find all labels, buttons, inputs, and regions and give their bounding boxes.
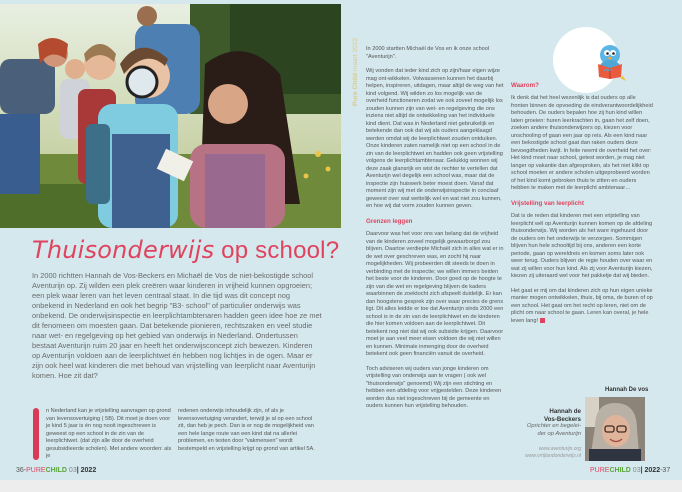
author-credit [508,408,581,459]
square-endmark-icon [540,318,545,323]
paragraph: In 2000 startten Michaël de Vos en ik onze school "Aventurijn". [366,46,490,60]
title-handwritten-part: Thuisonderwijs [32,236,215,264]
author-role-line2: der op Aventurijn [537,430,581,437]
issue-number: 03 [632,467,641,474]
body-column-right [511,95,653,332]
issue-year: 2022 [644,467,661,474]
vertical-label-date: maart 2022 [352,37,359,72]
author-name-line1: Hannah de [549,408,581,415]
paragraph-text: Het gaat er mij om dat kinderen zich op hun eigen unieke manier mogen ontwikkelen, thuis, bij oma, de buren of op een school. Het gaat om het recht op leren, niet om de plicht om naar school te gaan. Leren kan overal, je hele leven lang! [511,287,653,324]
separator: | [640,467,643,474]
brand-child: CHILD [45,467,67,474]
brand-pure: PURE [26,467,46,474]
issue-year: 2022 [80,467,97,474]
title-plain-part: op school? [214,237,340,264]
page-number: -37 [660,467,671,474]
vertical-label-brand: Pure Child [352,73,359,106]
bird-reading-book-icon [590,42,632,84]
left-page [0,0,341,480]
author-name-line2: Vos-Beckers [543,415,581,423]
paragraph: Wij vonden dat ieder kind zich op zijn/haar eigen wijze mag ont-wikkelen. Volwassenen kunnen het daarbij helpen, inspireren, uitdagen, maar altijd de weg van het kind volgend. Wij wilden zo los mogelijk van de overheid functioneren zodat we ook zoveel mogelijk los zouden kunnen zijn van wet- en regelgeving die ons inziens niet altijd de ontwikkeling van het individuele kind dient. Dat was in Nederland niet gebruikelijk en betekende dan ook dat wij als ouders aangeklaagd werden omdat wij de leerplichtwet zouden ontduiken. Onze kinderen zaten namelijk niet op een school in de zin van de leerplichtwet en hadden ook geen vrijstelling volgens de leerplichtambtenaar. Gelukkig wonnen wij deze zaak glansrijk en wist de rechter te vertellen dat Aventurijn wel degelijk een school was, maar dat de inspectie zijn huiswerk beter moest doen. Vanaf dat moment zijn wij met de onderwijsinspectie in conclaaf geweest over wat wettelijk wel en wat niet zou kunnen, en hoe wij dat vorm zouden kunnen geven. [366,68,504,209]
separator: | [76,467,79,474]
subheading-waarom: Waarom? [511,82,539,89]
folio-left [16,467,96,474]
paragraph: Ik denk dat het heel wezenlijk is dat ouders op alle fronten binnen de opvoeding de eindverantwoordelijkheid behouden. De ouders bepalen hoe zij hun kind willen laten groeien: huren leerkrachten in, gaan het zelf doen, zoeken andere thuisonderwijzers op, kiezen voor unschooling of gaan een jaar op reis. Als een kind naar een bekostigde school gaat dan raken ouders deze bevoegdheden kwijt. In feite neemt de overheid het over: Het kind moet naar school, getest worden, je mag niet langer op vakantie dan afgesproken, als het niet klikt op school moeten er andere scholen uitgeprobeerd worden of het kind komt gebroken thuis te zitten en ouders hebben te maken met de leerplicht ambtenaar… [511,95,653,191]
author-role-line1: Oprichter en begelei- [526,423,581,429]
subheading-grenzen-leggen: Grenzen leggen [366,217,413,225]
folio-right [590,467,670,474]
page-bottom-margin [0,480,682,492]
paragraph: Toch adviseren wij ouders van jonge kinderen om vrijstelling van onderwijs aan te vragen ( ook wel "thuisonderwijs" genoemd) Wij zijn een stichting en hebben een afdeling voor vrijgestelden. Deze kinderen worden dus niet ingeschreven bij de gemeente en ouders kunnen hun vrijstelling behouden. [366,365,502,409]
body-column-left-2: redenen onderwijs inhoudelijk zijn, of als je levensovertuiging verandert, terwijl je al op een school zit, dan heb je pech. Dan is er nog de mogelijkheid van een hele lange route van een kind dat na allerlei problemen, en testen door "vakmensen" wordt bestempeld en vrijstelling krijgt op grond van artikel 5A. [178,408,315,452]
paragraph: Daarvoor was het voor ons van belang dat de vrijheid van de kinderen zoveel mogelijk gewaarborgd zou blijven. Daartoe verdiepte Michaël zich in alles wat er in de wet over geschreven was, en zocht hij naar mogelijkheden. Wij probeerden dit steeds te doen in verbinding met de inspectie; we willen immers beiden het beste voor de kinderen. Door goed op de hoogte te zijn van die wet en regelgeving blijven de kaders waarbinnen de zoektocht zich afspeelt duidelijk. Er kan dan hoogstens gesprek zijn over waar precies de grens ligt. Dit alles leidde er toe dat Aventurijn sinds 2000 een school is in de zin van de leerplichtwet en de kinderen die hier komen voldoen aan de leerplichtwet. Dit betekent nog niet dat wij ook subsidie krijgen. Daarvoor moet je aan veel meer eisen voldoen die wij niet willen en kunnen. Minimale inmenging door de overheid betekent ook geen financiën vanuit de overheid. [366,231,504,357]
paragraph: Dat is de reden dat kinderen met een vrijstelling van leerplicht wél op Aventurijn kunnen komen op de afdeling thuisonderwijs. Wij worden als het ware ingehuurd door de ouders om het onderwijs te verzorgen. Sommigen blijven hun hele schooltijd bij ons, anderen een korte periode, gaan op wereldreis en komen soms later ook weer terug. Ouders blijven de regie houden over waar en wat zij willen voor hun kind. Als zij voor Aventurijn kiezen, kiezen zij uiteraard wel voor het pakketje dat wij bieden. [511,213,653,279]
closing-paragraph [511,288,653,326]
subheading-vrijstelling: Vrijstelling van leerplicht [511,199,584,207]
issue-number: 03 [68,467,77,474]
website-link-aventurijn[interactable]: www.aventurijn.org [538,446,581,452]
article-title [32,236,339,265]
hero-photo-children-magnifying-glass [0,4,341,228]
page-number: 36- [16,467,27,474]
brand-pure: PURE [590,467,610,474]
drop-cap-i [33,408,39,460]
brand-child: CHILD [609,467,631,474]
body-column-left-1: n Nederland kan je vrijstelling aanvragen op grond van levensovertuiging ( 5B). Dit moet je doen voor je kind 5 jaar is én nog nooit ingeschreven is geweest op een school in de zin van de leerplichtwet. (dat zijn alle door de overheid gesubsidieerde scholen). Met andere woorden: als je [46,408,172,459]
vertical-running-label [352,38,359,106]
website-link-onderwijs[interactable]: www.vrrijlandonderwijs.nl [525,452,581,459]
signature: Hannah De vos [605,387,649,393]
body-column-middle [366,46,504,418]
article-intro: In 2000 richtten Hannah de Vos-Beckers en Michaël de Vos de niet-bekostigde school Aventurijn op. Zij wilden een plek creëren waar kinderen in vrijheid kunnen opgroeien; een plek waar leren van het leven centraal staat. In die tijd was dit concept nog onbekend in Nederland en ook het begrip "B3- school" of particulier onderwijs was onbekend. De onderwijsinspectie en leerplichtambtenaren hadden geen idee hoe ze met dit fenomeen om moesten gaan. Dat betekende pionieren, rechtszaken en veel studie naar wet- en regelgeving op het gebied van onderwijs in Nederland. Ondertussen bestaat Aventurijn ruim 20 jaar en heeft het onderwijsconcept zich bewezen. Kinderen op Aventurijn voldoen aan de leerplichtwet én hebben nog lichtjes in de ogen. Maar er zijn ook heel wat kinderen die met behoud van vrijstelling van leerplicht naar Aventurijn komen. Hoe zit dat? [32,271,322,380]
author-links [508,446,581,459]
author-portrait-photo [585,397,645,461]
